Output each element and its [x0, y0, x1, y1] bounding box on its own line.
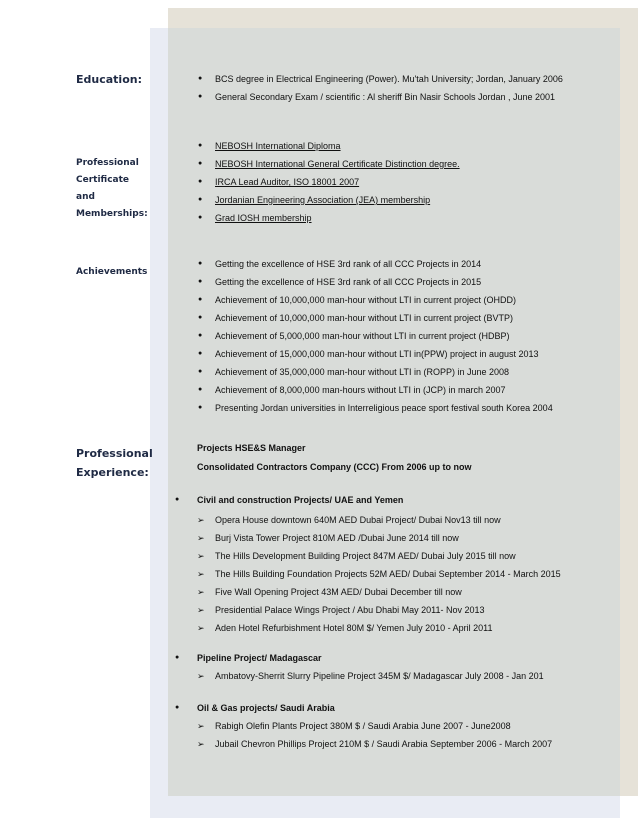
certificate-item: ● NEBOSH International Diploma: [198, 141, 341, 151]
achievement-item: ● Achievement of 10,000,000 man-hour without LTI in current project (OHDD): [198, 295, 516, 305]
achievements-label: Achievements: [76, 267, 148, 277]
education-item: ● General Secondary Exam / scientific : Al sheriff Bin Nasir Schools Jordan , June 2001: [198, 92, 556, 102]
achievement-item: ● Achievement of 8,000,000 man-hours without LTI in (JCP) in march 2007: [198, 385, 506, 395]
project-item: ➢ Burj Vista Tower Project 810M AED /Dubai June 2014 till now: [197, 533, 459, 543]
group-title: ● Pipeline Project/ Madagascar: [175, 653, 322, 663]
certificate-item: ● Grad IOSH membership: [198, 213, 312, 223]
certificate-item: ● IRCA Lead Auditor, ISO 18001 2007: [198, 177, 360, 187]
project-item: ➢ Rabigh Olefin Plants Project 380M $ / Saudi Arabia June 2007 - June2008: [197, 721, 511, 731]
project-item: ➢ Five Wall Opening Project 43M AED/ Dubai December till now: [197, 587, 462, 597]
experience-label: Professional Experience:: [76, 447, 153, 479]
project-item: ➢ Jubail Chevron Phillips Project 210M $ / Saudi Arabia September 2006 - March 2007: [197, 739, 553, 749]
project-item: ➢ The Hills Development Building Project 847M AED/ Dubai July 2015 till now: [197, 551, 516, 561]
experience-group: [175, 699, 335, 717]
education-item: ● BCS degree in Electrical Engineering (Power). Mu'tah University; Jordan, January 2006: [198, 74, 563, 84]
experience-group: [175, 649, 322, 667]
project-list: [197, 717, 553, 753]
education-label: Education:: [76, 73, 142, 86]
experience-group: [175, 491, 404, 509]
certificates-list: [198, 137, 460, 227]
achievement-item: ● Achievement of 10,000,000 man-hour without LTI in current project (BVTP): [198, 313, 513, 323]
project-item: ➢ Ambatovy-Sherrit Slurry Pipeline Project 345M $/ Madagascar July 2008 - Jan 201: [197, 671, 544, 681]
project-list: [197, 667, 544, 685]
project-item: ➢ The Hills Building Foundation Projects 52M AED/ Dubai September 2014 - March 2015: [197, 569, 561, 579]
project-item: ➢ Opera House downtown 640M AED Dubai Project/ Dubai Nov13 till now: [197, 515, 501, 525]
job-title: Projects HSE&S Manager: [197, 443, 306, 453]
company-line: Consolidated Contractors Company (CCC) From 2006 up to now: [197, 462, 472, 472]
certificate-item: ● Jordanian Engineering Association (JEA) membership: [198, 195, 431, 205]
achievement-item: ● Achievement of 35,000,000 man-hour without LTI in (ROPP) in June 2008: [198, 367, 509, 377]
group-title: ● Civil and construction Projects/ UAE and Yemen: [175, 495, 404, 505]
project-list: [197, 511, 561, 637]
achievement-item: ● Achievement of 5,000,000 man-hour without LTI in current project (HDBP): [198, 331, 510, 341]
project-item: ➢ Presidential Palace Wings Project / Abu Dhabi May 2011- Nov 2013: [197, 605, 485, 615]
achievement-item: ● Getting the excellence of HSE 3rd rank of all CCC Projects in 2014: [198, 259, 482, 269]
project-item: ➢ Aden Hotel Refurbishment Hotel 80M $/ Yemen July 2010 - April 2011: [197, 623, 493, 633]
achievement-item: ● Getting the excellence of HSE 3rd rank of all CCC Projects in 2015: [198, 277, 482, 287]
certificate-item: ● NEBOSH International General Certificate Distinction degree.: [198, 159, 460, 169]
certificates-label: Professional Certificate and Memberships:: [76, 158, 148, 219]
achievement-item: ● Presenting Jordan universities in Interreligious peace sport festival south Korea 2004: [198, 403, 553, 413]
education-list: [198, 70, 563, 106]
achievements-list: [198, 255, 553, 417]
achievement-item: ● Achievement of 15,000,000 man-hour without LTI in(PPW) project in august 2013: [198, 349, 539, 359]
group-title: ● Oil & Gas projects/ Saudi Arabia: [175, 703, 335, 713]
